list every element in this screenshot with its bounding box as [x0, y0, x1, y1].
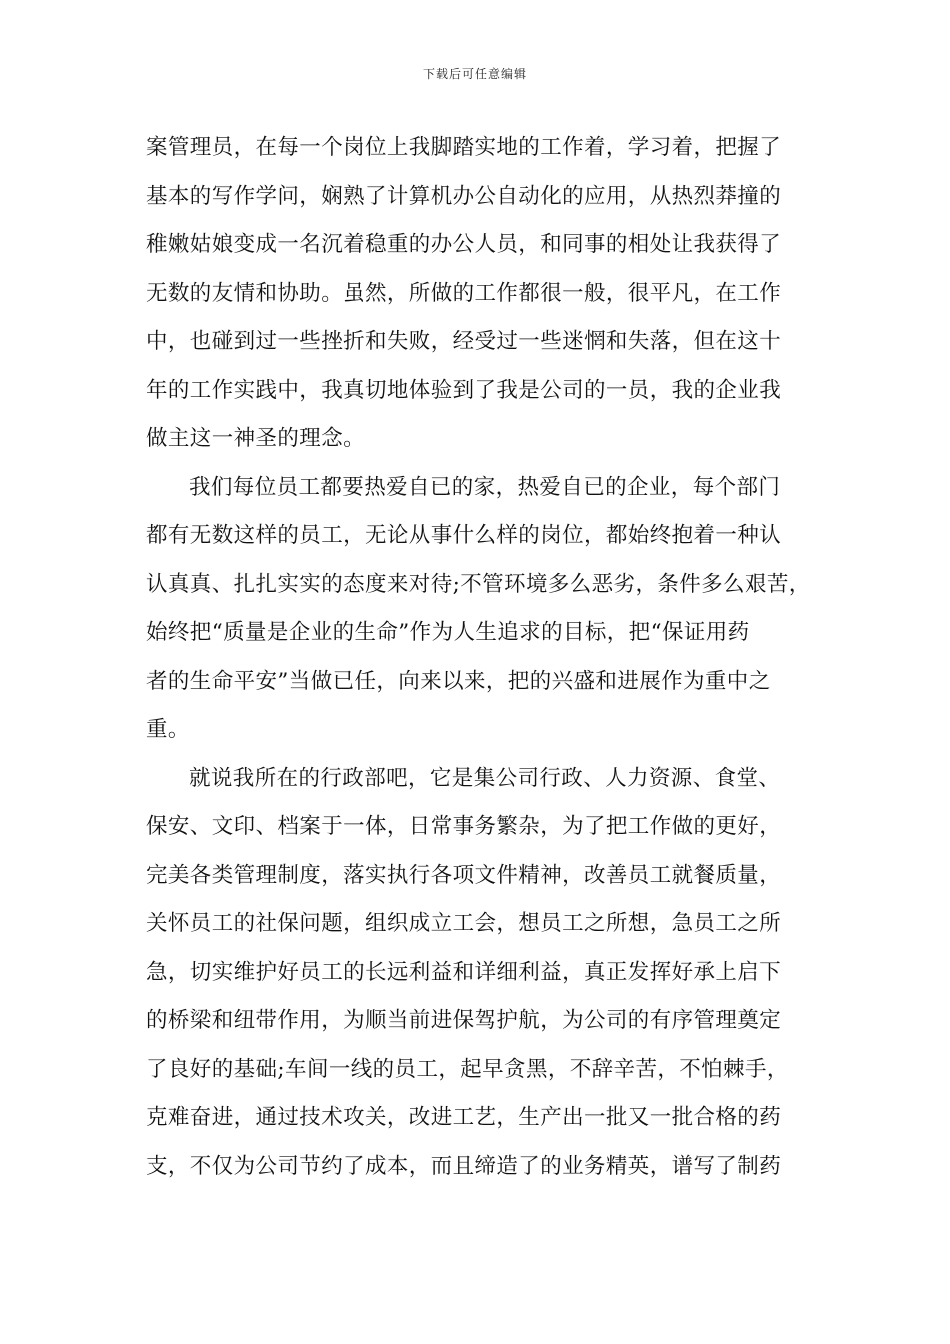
text-line: 了良好的基础;车间一线的员工，起早贪黑，不辞辛苦，不怕棘手， [146, 1056, 789, 1082]
text-line: 重。 [146, 717, 190, 742]
text-line: 无数的友情和协助。虽然，所做的工作都很一般，很平凡，在工作 [146, 280, 782, 306]
text-line: 都有无数这样的员工，无论从事什么样的岗位，都始终抱着一种认 [146, 523, 782, 548]
text-line: 者的生命平安”当做已任，向来以来，把的兴盛和进展作为重中之 [146, 668, 771, 694]
text-line: 急，切实维护好员工的长远利益和详细利益，真正发挥好承上启下 [146, 959, 782, 985]
text-line: 克难奋进，通过技术攻关，改进工艺，生产出一批又一批合格的药 [146, 1105, 782, 1130]
text-line: 案管理员，在每一个岗位上我脚踏实地的工作着，学习着，把握了 [146, 135, 782, 160]
text-line: 的桥梁和纽带作用，为顺当前进保驾护航，为公司的有序管理奠定 [146, 1008, 782, 1033]
paragraph-first-line: 我们每位员工都要热爱自已的家，热爱自已的企业，每个部门 [189, 474, 781, 500]
text-line: 认真真、扎扎实实的态度来对待;不管环境多么恶劣，条件多么艰苦， [146, 571, 811, 597]
text-line: 年的工作实践中，我真切地体验到了我是公司的一员，我的企业我 [146, 377, 782, 403]
text-line: 始终把“质量是企业的生命”作为人生追求的目标，把“保证用药 [146, 620, 750, 645]
text-line: 关怀员工的社保问题，组织成立工会，想员工之所想，急员工之所 [146, 911, 782, 936]
page-header: 下载后可任意编辑 [422, 67, 527, 81]
text-line: 基本的写作学问，娴熟了计算机办公自动化的应用，从热烈莽撞的 [146, 183, 782, 209]
text-line: 保安、文印、档案于一体，日常事务繁杂，为了把工作做的更好， [146, 814, 782, 839]
text-line: 稚嫩姑娘变成一名沉着稳重的办公人员，和同事的相处让我获得了 [146, 232, 782, 257]
text-line: 完美各类管理制度，落实执行各项文件精神，改善员工就餐质量， [146, 862, 782, 888]
text-line: 支，不仅为公司节约了成本，而且缔造了的业务精英，谱写了制药 [146, 1153, 782, 1179]
paragraph-first-line: 就说我所在的行政部吧，它是集公司行政、人力资源、食堂、 [189, 765, 781, 791]
text-line: 中，也碰到过一些挫折和失败，经受过一些迷惘和失落，但在这十 [146, 329, 782, 354]
text-line: 做主这一神圣的理念。 [146, 426, 366, 451]
document-body [146, 128, 818, 1195]
